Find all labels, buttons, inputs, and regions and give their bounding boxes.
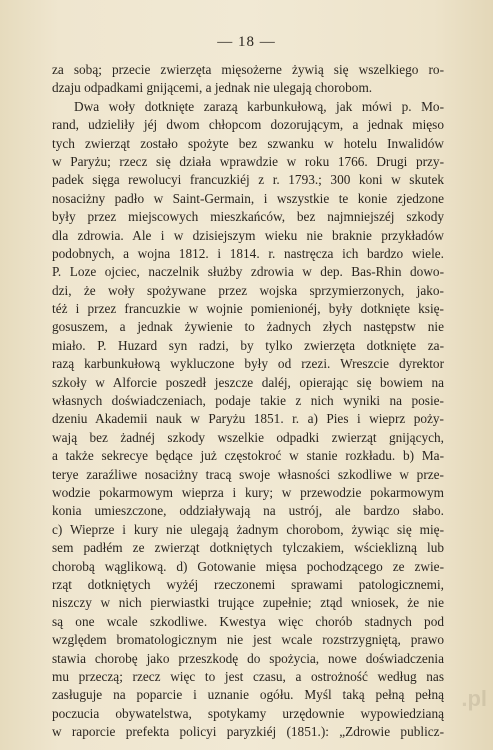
text-line: a także sekrecye będące już częstokroć w stanie rozkładu. b) Ma- — [52, 448, 444, 464]
text-line: dzaju odpadkami gnijącemi, a jednak nie ulegają chorobom. — [52, 80, 373, 96]
text-line: P. Loze ojciec, naczelnik służby zdrowia w dep. Bas-Rhin dowo- — [52, 264, 444, 280]
text-line: c) Wieprze i kury nie ulegają żadnym chorobom, żywiąc się mię- — [52, 521, 444, 537]
text-line: w raporcie prefekta policyi paryzkiéj (1851.): „Zdrowie publicz- — [52, 724, 444, 740]
body-text — [52, 61, 444, 741]
text-line: dla zdrowia. Ale i w dzisiejszym wieku nie braknie przykładów — [52, 227, 444, 243]
text-line: miało. P. Huzard syn radzi, by tylko zwierzęta dotknięte za- — [52, 337, 444, 353]
text-line: rand, udzieliły jéj dwom chłopcom dozorującym, a jednak mięso — [52, 117, 444, 133]
text-line: sem padłém ze zwierząt dotkniętych tylczakiem, wścieklizną lub — [52, 540, 444, 556]
text-line: gosuszem, a jednak żywienie to żadnych złych następstw nie — [52, 319, 444, 335]
text-line: chorobą wąglikową. d) Gotowanie mięsa pochodzącego ze zwie- — [52, 558, 444, 574]
text-line: zasługuje na poparcie i uznanie ogółu. Myśl taką pełną pełną — [52, 687, 444, 703]
text-line: względem bromatologicznym nie jest wcale rozstrzygniętą, prawo — [52, 632, 444, 648]
page-number: — 18 — — [217, 34, 276, 50]
text-line: mu przeczą; rzecz więc to jest czasu, a ostrożność według nas — [52, 668, 444, 684]
text-line: nosaciżny padło w Saint-Germain, i wszystkie te konie zjedzone — [52, 190, 444, 206]
text-line: téż i przez francuzkie w wojnie pomienionéj, były dotknięte księ- — [52, 301, 444, 317]
text-line: konia umieszczone, oddziaływają na ustrój, ale bardzo słabo. — [52, 503, 444, 519]
text-line: wodzie pokarmowym wieprza i kury; w przewodzie pokarmowym — [52, 484, 444, 500]
text-line: razą karbunkułową wykluczone były od rzezi. Wreszcie dyrektor — [52, 356, 444, 372]
text-line: Dwa woły dotknięte zarazą karbunkułową, jak mówi p. Mo- — [74, 98, 444, 114]
text-line: niszczy w nich pierwiastki trujące zupełnie; ztąd wniosek, że nie — [52, 595, 444, 611]
text-line: terye zaraźliwe nosaciżny tracą swoje własności szkodliwe w prze- — [52, 466, 444, 482]
watermark: .pl — [461, 686, 487, 711]
text-line: są one wcale szkodliwe. Kwestya więc chorób stadnych pod — [52, 613, 444, 629]
text-line: podobnych, a wojna 1812. i 1814. r. nastręcza ich bardzo wiele. — [52, 245, 444, 261]
text-line: szkoły w Alforcie poszedł jeszcze daléj, opierając się bowiem na — [52, 374, 444, 390]
text-line: dzi, że woły spożywane przez wojska sprzymierzonych, jako- — [52, 282, 444, 298]
text-line: padek sięga rewolucyi francuzkiéj z r. 1793.; 300 koni w skutek — [52, 172, 444, 188]
text-line: tych zwierząt zostało spożyte bez szwanku w hotelu Inwalidów — [52, 135, 444, 151]
text-line: w Paryżu; rzecz się działa wprawdzie w roku 1766. Drugi przy- — [52, 153, 444, 169]
text-line: własnych doświadczeniach, podaje takie z nich wyniki na posie- — [52, 393, 444, 409]
text-line: poczucia obywatelstwa, spotykamy urzędownie wypowiedzianą — [52, 705, 444, 721]
text-line: wają bez żadnéj szkody wszelkie odpadki zwierząt gnijących, — [52, 429, 444, 445]
text-line: dzeniu Akademii nauk w Paryżu 1851. r. a) Pies i wieprz poży- — [52, 411, 444, 427]
text-line: rząt dotkniętych wyżéj rzeczonemi sprawami patologicznemi, — [52, 576, 444, 592]
text-line: były przez miejscowych mieszkańców, bez najmniejszéj szkody — [52, 209, 444, 225]
text-line: stawia chorobę jako przeszkodę do spożycia, nowe doświadczenia — [52, 650, 444, 666]
text-line: za sobą; przecie zwierzęta mięsożerne żywią się wszelkiego ro- — [52, 62, 444, 77]
